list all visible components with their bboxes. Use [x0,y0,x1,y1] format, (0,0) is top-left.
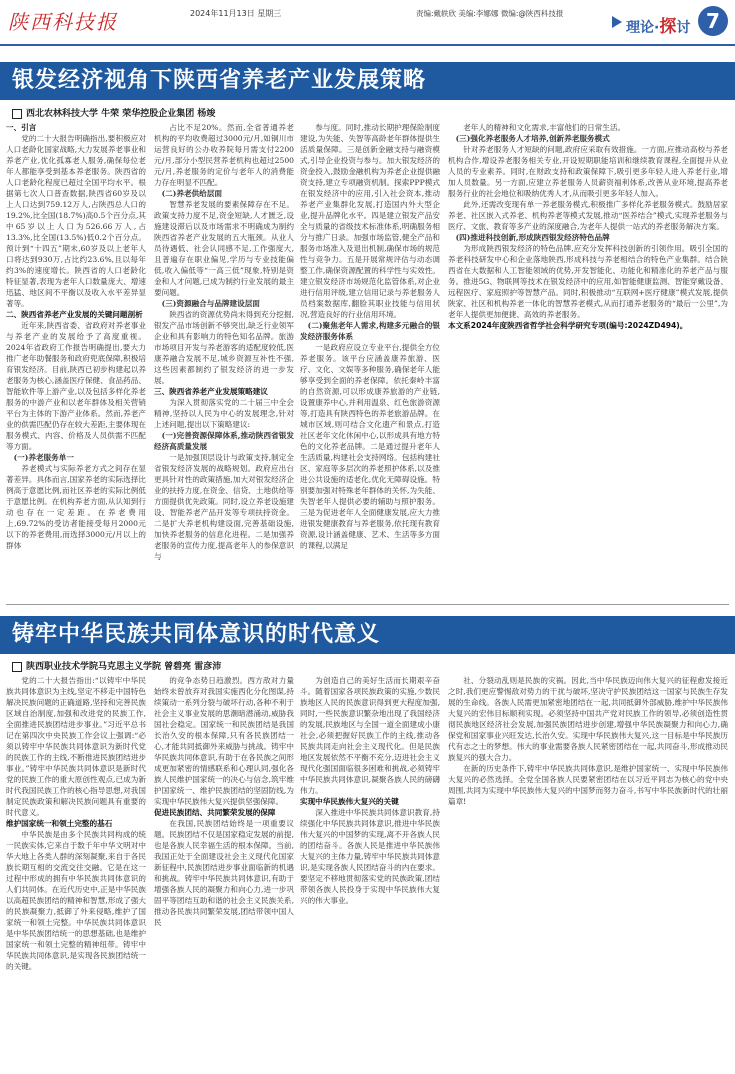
section-heading: 促进民族团结、共同繁荣发展的保障 [154,808,276,817]
paragraph: 的竞争态势日趋激烈。西方敌对力量始终未曾放弃对我国实施西化分化图谋,持续策动一系列分裂与破坏行动,各种不利于社会主义事业发展的思潮暗潜涌动,威胁我国社会稳定。国家统一和民族团结是我国长治久安的根本保障,只有各民族团结一心,才能共同抵御外来威胁与挑战。铸牢中华民族共同体意识,有助于在各民族之间形成更加紧密的情感联系和心理认同,强化各族人民维护国家统一的决心与信念,筑牢维护国家统一、维护民族团结的坚固防线,为实现中华民族伟大复兴提供坚强保障。 [154,676,294,806]
article2-col-0 [6,675,146,1069]
paragraph: 在新的历史条件下,铸牢中华民族共同体意识,是维护国家统一、实现中华民族伟大复兴的必然选择。全党全国各族人民要紧密团结在以习近平同志为核心的党中央周围,共同为实现中华民族伟大复兴的中国梦而努力奋斗,书写中华民族新时代的壮丽篇章! [448,764,728,806]
paragraph: 参与度。同时,推动长期护理保险制度建设,为失能、失智等高龄老年群体提供生活质量保障。三是创新金融支持与融资模式,引导企业投资与参与。加大银发经济的资金投入,鼓励金融机构为养老企业提供融资支持,建立专项融资机制。探索PPP模式在银发经济中的应用,引入社会资本,推动养老产业集群化发展,打造国内外大型企业,提升品牌化水平。四是建立银发产品安全与质量的省级技术标准体系,明确服务相分与推广日录。加强市场监管,健全产品和服务市场准入及退出机制,确保市场的规范性与竞争力。五是开展常规评估与动态调整工作,确保资源配置的科学性与实效性。建立银发经济市场规范化监管体系,对企业进行信用评级,建立信用记录与养老服务人员档案数据库,翻脸其职业技能与信用状况,营造良好的行业信用环境。 [300,123,440,319]
page-number: 7 [698,6,728,36]
square-icon [12,662,22,672]
paragraph: 为形成陕西银发经济的特色品牌,应充分发挥科技创新的引领作用。吸引全国的养老科技研发中心和企业落地陕西,形成科技与养老相结合的特色产业集群。结合陕西省在大数据和人工智能领域的优势,开发智能化、功能化和精准化的养老产品与服务。推进5G、物联网等技术在银发经济中的应用,如智能健康监测、智能穿戴设备、远程医疗、家庭照护等智慧产品。同时,积极推动“互联网+医疗健康”模式发展,提供陕家、社区和机构养老一体化的智慧养老模式,从而打通养老服务的“最后一公里”,为老年人提供更加便捷、高效的养老服务。 [448,244,728,319]
editors-line: 责编:戴轶欣 美编:李娜娜 微编:@陕西科技报 [416,9,564,18]
article2-col-1 [154,675,294,1069]
newspaper-logo: 陕西科技报 [8,10,118,32]
paragraph: 党的二十大报告明确指出,要积极应对人口老龄化国家战略,大力发展养老事业和养老产业,优化孤寡老人服务,确保每位老年人都能享受到基本养老服务。陕西省的人口老龄化程度已超过全国平均水平。根据第七次人口普查数据,陕西省60岁及以上人口达到759.12万人,占陕西总人口的19.2%,比全国(18.7%)高0.5个百分点,其中65岁以上人口为526.66万人,占13.3%,比全国(13.5%)低0.2个百分点。预计到“十四五”期末,60岁及以上老年人口将达到930万,占比约23.6%,且以每年约3%的速度增长。陕西省的人口老龄化特征显著,表现为老年人口数量庞大、增速迅猛、地区间不平衡以及收入水平差异显著等。 [6,134,146,308]
section-heading: (三)强化养老服务人才培养,创新养老服务模式 [455,134,610,143]
divider [6,604,729,605]
article2-byline: 陕西职业技术学院马克思主义学院 曾碧亮 雷彦沛 [12,659,221,672]
paragraph: 智慧养老发展的要素保障存在不足。政策支持力度不足,资金短缺,人才匮乏,设施建设滞后以及市场需求不明确成为制约陕西省养老产业发展的五大瓶颈。从业人员待遇低、社会认同感不足,工作强度大,且普遍存在职业偏见,学历与专业技能偏低,收入偏低等“一高三低”现象,特别是资金和人才问题,已成为制约行业发展的最主要问题。 [154,200,294,297]
section-heading: (二)养老供给层面 [161,189,222,198]
section-heading: (二)聚焦老年人需求,构建多元融合的银发经济服务体系 [300,321,440,341]
paragraph: 占比不足20%。然而,全省普通养老机构的平均收费超过3000元/月,如铜川市运营良好的公办收养院每月需支付2200元/月,部分小型民营养老机构也超过2500元/月,养老服务的定价与老年人的消费能力存在明显不匹配。 [154,123,294,187]
section-heading: 二、陕西省养老产业发展的关键问题剖析 [6,310,143,319]
section-heading: 维护国家统一和领土完整的基石 [6,819,113,828]
section-heading: 一、引言 [6,123,37,132]
article1-title: 银发经济视角下陕西省养老产业发展策略 [0,62,735,100]
issue-date: 2024年11月13日 星期三 [190,9,282,18]
section-name: 理论·探讨 [626,17,691,37]
paragraph: 社、分裂动乱则是民族的灾祸。因此,当中华民族迈向伟大复兴的征程愈发接近之时,我们更应警惕敌对势力的干扰与破坏,坚决守护民族团结这一国家与民族生存发展的生命线。各族人民需更加紧密地团结在一起,共同抵御外部威胁,维护中华民族伟大复兴的宏伟目标顺利实现。必须坚持中国共产党对民族工作的领导,必须创造性贯彻民族地区经济社会发展,加强民族团结进步创建,增强中华民族凝聚力和向心力,确保党和国家事业兴旺发达,长治久安。实现中华民族伟大复兴,这一目标是中华民族历代有志之士的梦想。伟大的事业需要各族人民紧密团结在一起,共同奋斗,形成推动民族复兴的强大合力。 [448,676,728,762]
section-heading: (四)推进科技创新,形成陕西银发经济特色品牌 [455,233,610,242]
paragraph: 为深入贯彻落实党的二十届三中全会精神,坚持以人民为中心的发展理念,针对上述问题,提出以下策略建议: [154,398,294,429]
paragraph: 一是加强顶层设计与政策支持,制定全省银发经济发展的战略规划。政府应出台更具针对性的政策措施,加大对银发经济企业的扶持力度,在资金、信贷、土地供给等方面提供优先政策。同时,设立养老设施建设、智能养老产品开发等专项扶持资金。二是扩大养老机构建设面,完善基础设施,加快养老服务的信息化进程。二是加强养老服务的宣传力度,提高老年人的参保意识与 [154,453,294,561]
square-icon [12,109,22,119]
paragraph: 近年来,陕西省委、省政府对养老事业与养老产业的发展给予了高度重视。2024年省政府工作报告明确提出,要大力推广老年助餐服务和政府兜底保障,积极培育银发经济。目前,陕西已初步构建起以养老服务为核心,涵盖医疗保健、食品药品、智能软件等上游产业,以及包括多样化养老服务的中游产业和以老年群体及相关营销平台为主体的下游产业体系。然而,养老产业的供需匹配仍存在较大差距,主要体现在服务模式、内容、价格及人员供需不匹配等方面。 [6,321,146,451]
article2-col-3 [448,675,728,1069]
masthead [0,0,735,46]
article1-col-1 [154,122,294,598]
section-heading: 本文系2024年度陕西省哲学社会科学研究专项(编号:2024ZD494)。 [448,321,688,330]
article1-col-3 [448,122,728,598]
paragraph: 陕西省的资源优势尚未得到充分挖掘,银发产品市场创新不够突出,缺乏行业领军企业和具有影响力的特色知名品牌。旅游市场项目开发与养老游客的适配度较低,医康养融合发展不足,城乡资源互补性不强,这些因素都制约了银发经济的进一步发展。 [154,310,294,385]
paragraph: 养老模式与实际养老方式之间存在显著差异。具体而言,国家养老的实际选择比例高于意愿比例,而社区养老的实际比例低于意愿比例。在机构养老方面,从认知到行动也存在一定差距。在养老费用上,69.72%的受访者能接受每月2000元以下的养老费用,而选择3000元/月以上的群体 [6,464,146,550]
section-heading: 三、陕西省养老产业发展策略建议 [154,387,268,396]
article1-byline: 西北农林科技大学 牛荣 荣华控股企业集团 杨竣 [12,106,215,119]
section-heading: (一)完善资源保障体系,推动陕西省银发经济高质量发展 [154,431,294,451]
article1-col-2 [300,122,440,598]
article2-col-2 [300,675,440,1069]
section-header [612,4,732,40]
paragraph: 针对养老服务人才短缺的问题,政府应采取有效措施。一方面,应推动高校与养老机构合作,增设养老服务相关专业,开设短期职能培训和继续教育课程,全面提升从业人员的专业素养。同时,在财政支持和政策保障下,吸引更多年轻人进入养老行业,增加人员数量。另一方面,应建立养老服务人员薪资福利体系,改善从业环境,提高养老服务行业的社会地位和吸纳优秀人才,从而吸引更多年轻人加入。 [448,145,728,198]
arrow-icon [612,16,622,28]
paragraph: 为创造自己的美好生活而长期艰辛奋斗。随着国家各项民族政策的实施,少数民族地区人民的民族意识得到更大程度加强,同时,一些民族意识繁杂地出现了我国经济的发展,民族地区与全国一道全面建成小康社会,必须把握好民族工作的主线,推动各民族共同走向社会主义现代化。但是民族地区发展依然不平衡不充分,迈进社会主义现代化强国面临很多困难和挑战,必须铸牢中华民族共同体意识,凝聚各族人民的磅礴伟力。 [300,676,440,795]
article1-col-0 [6,122,146,598]
article2-title: 铸牢中华民族共同体意识的时代意义 [0,616,735,654]
paragraph: 在我国,民族团结始终是一项重要议题。民族团结不仅是国家稳定发展的前提,也是各族人民幸福生活的根本保障。当前,我国正处于全面建设社会主义现代化国家新征程中,民族团结进步事业面临新的机遇和挑战。铸牢中华民族共同体意识,有助于增强各族人民的凝聚力和向心力,进一步巩固平等团结互助和谐的社会主义民族关系,推动各民族共同繁荣发展,团结带领中国人民 [154,819,294,927]
section-heading: (三)资源融合与品牌建设层面 [161,299,260,308]
paragraph: 中华民族是由多个民族共同构成的统一民族实体,它来自于数千年中华文明对中华大地上各类人群的深刻凝聚,来自于各民族长期互相的交流交往交融。它是在这一过程中形成的拥有中华民族共同体意识的人们共同体。在近代历史中,正是中华民族以高超民族团结的精神和智慧,形成了强大的民族凝聚力,抵御了外来侵略,维护了国家统一和领土完整。中华民族共同体意识是中华民族团结统一的思想基础,也是维护国家统一和领土完整的精神纽带。铸牢中华民族共同体意识,是实现各民族团结统一的关键。 [6,830,146,971]
paragraph: 党的二十大报告指出:“以铸牢中华民族共同体意识为主线,坚定不移走中国特色解决民族问题的正确道路,坚持和完善民族区域自治制度,加强和改进党的民族工作,全面推进民族团结进步事业。”习近平总书记在第四次中央民族工作会议上强调:“必须以铸牢中华民族共同体意识为新时代党的民族工作的主线,不断推进民族团结进步事业。”铸牢中华民族共同体意识是新时代党的民族工作的重大原创性观点,已成为新时代我国民族工作的核心指导思想,对我国制定民族政策和解决民族问题具有重要的时代意义。 [6,676,146,817]
paragraph: 一是政府应设立专业平台,提供全方位养老服务。该平台应涵盖康养旅游、医疗、文化、文娱等多种服务,确保老年人能够享受到全面的养老保障。依托秦岭丰富的自然资源,可以形成康养旅游的产业链,设置康养中心,并利用温泉、红色旅游资源等,打造具有陕西特色的养老旅游品牌。在城市区域,则可结合文化遗产和景点,打造社区老年文化休闲中心,以形成具有地方特色的文化养老品牌。二是通过提升老年人生活质量,构建社会支持网络。包括构建社区、家庭等多层次的养老照护体系,以及推进公共设施的适老化,优化无障碍设施。特别要加强对特殊老年群体的关怀,为失能、失智老年人提供必要的辅助与照护服务。三是为促进老年人全面健康发展,应大力推进银发健康教育与养老服务,依托现有教育资源,设计涵盖健康、艺术、生活等多方面的课程,以满足 [300,343,440,550]
section-heading: 实现中华民族伟大复兴的关键 [300,797,399,806]
paragraph: 深入推进中华民族共同体意识教育,持续强化中华民族共同体意识,推进中华民族伟大复兴的中国梦的实现,离不开各族人民的团结奋斗。各族人民是推进中华民族伟大复兴的主体力量,铸牢中华民族共同体意识,是实现各族人民团结奋斗的内在要求。要坚定不移地贯彻落实党的民族政策,团结带领各族人民投身于实现中华民族伟大复兴的伟大事业。 [300,808,440,905]
paragraph: 此外,还需改变现有单一养老服务模式,积极推广多样化养老服务模式。鼓励居家养老、社区嵌入式养老、机构养老等模式发展,推动“医养结合”模式,实现养老服务与医疗、文旅、教育等多产业的深度融合,为老年人提供一站式的养老服务解决方案。 [448,200,728,231]
paragraph: 老年人的精神和文化需求,丰富他们的日常生活。 [463,123,626,132]
section-heading: (一)养老服务单一 [13,453,74,462]
